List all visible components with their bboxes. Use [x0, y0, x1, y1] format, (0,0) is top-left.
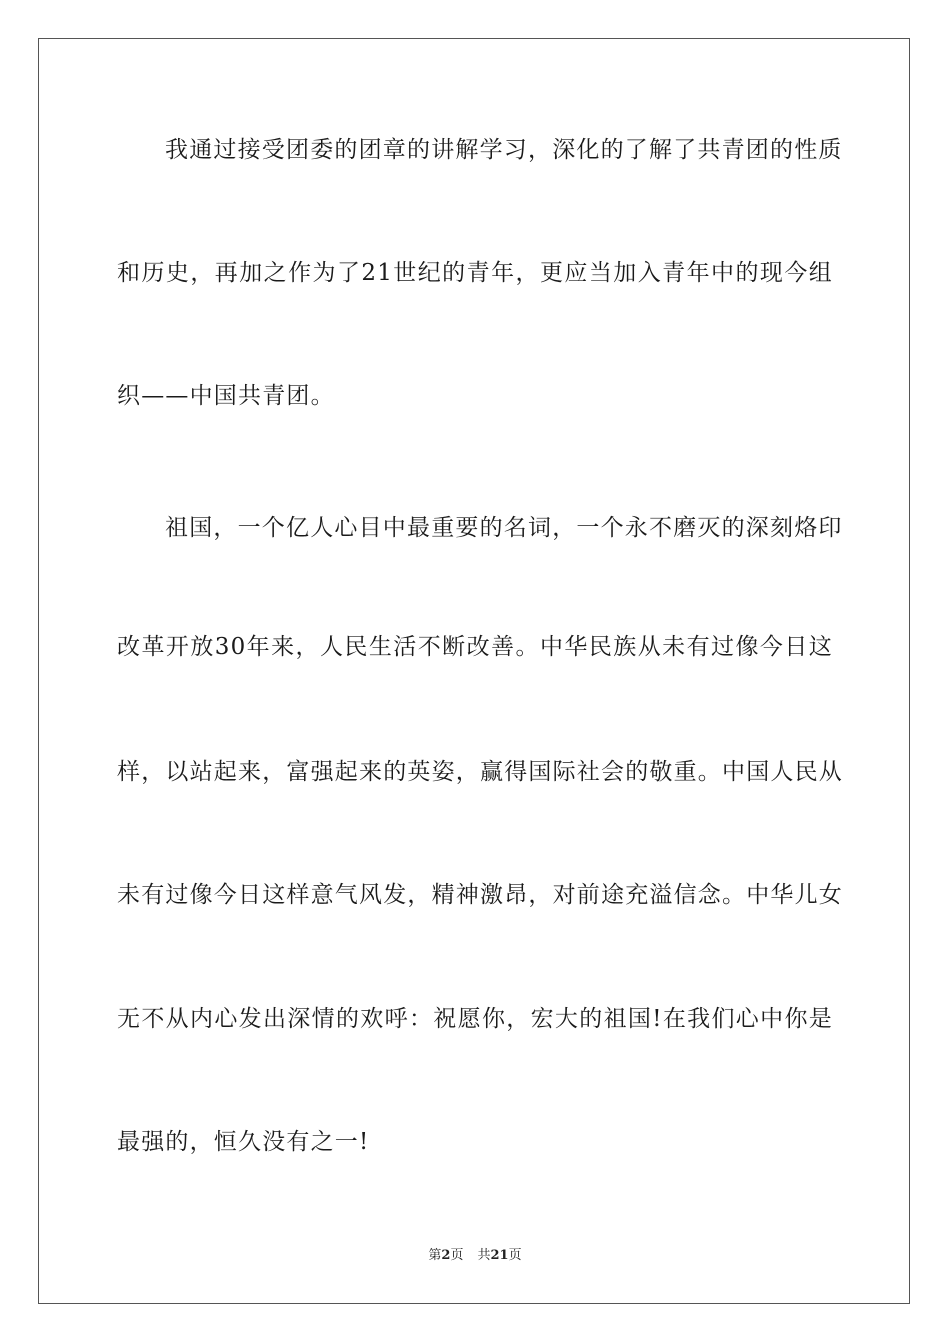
paragraph-2-line-6: 最强的，恒久没有之一! — [117, 1129, 370, 1155]
page-footer — [0, 1247, 950, 1265]
footer-page-number: 2 — [441, 1248, 451, 1263]
footer-total-prefix: 共 — [477, 1248, 491, 1263]
paragraph-2-line-2: 改革开放30年来，人民生活不断改善。中华民族从未有过像今日这 — [117, 634, 833, 660]
paragraph-2-line-3: 样，以站起来，富强起来的英姿，赢得国际社会的敬重。中国人民从 — [117, 759, 843, 785]
footer-page-suffix: 页 — [450, 1248, 464, 1263]
paragraph-2-line-5: 无不从内心发出深情的欢呼：祝愿你，宏大的祖国!在我们心中你是 — [117, 1006, 833, 1032]
page-frame — [38, 38, 910, 1304]
paragraph-2-line-4: 未有过像今日这样意气风发，精神激昂，对前途充溢信念。中华儿女 — [117, 882, 843, 908]
footer-page-prefix: 第 — [428, 1248, 442, 1263]
paragraph-1-line-3: 织——中国共青团。 — [117, 383, 335, 409]
paragraph-1-line-1: 我通过接受团委的团章的讲解学习，深化的了解了共青团的性质 — [165, 137, 843, 163]
paragraph-1-line-2: 和历史，再加之作为了21世纪的青年，更应当加入青年中的现今组 — [117, 260, 833, 286]
footer-total-pages: 21 — [490, 1248, 509, 1263]
paragraph-2-line-1: 祖国，一个亿人心目中最重要的名词，一个永不磨灭的深刻烙印 — [165, 515, 843, 541]
footer-total-suffix: 页 — [508, 1248, 522, 1263]
